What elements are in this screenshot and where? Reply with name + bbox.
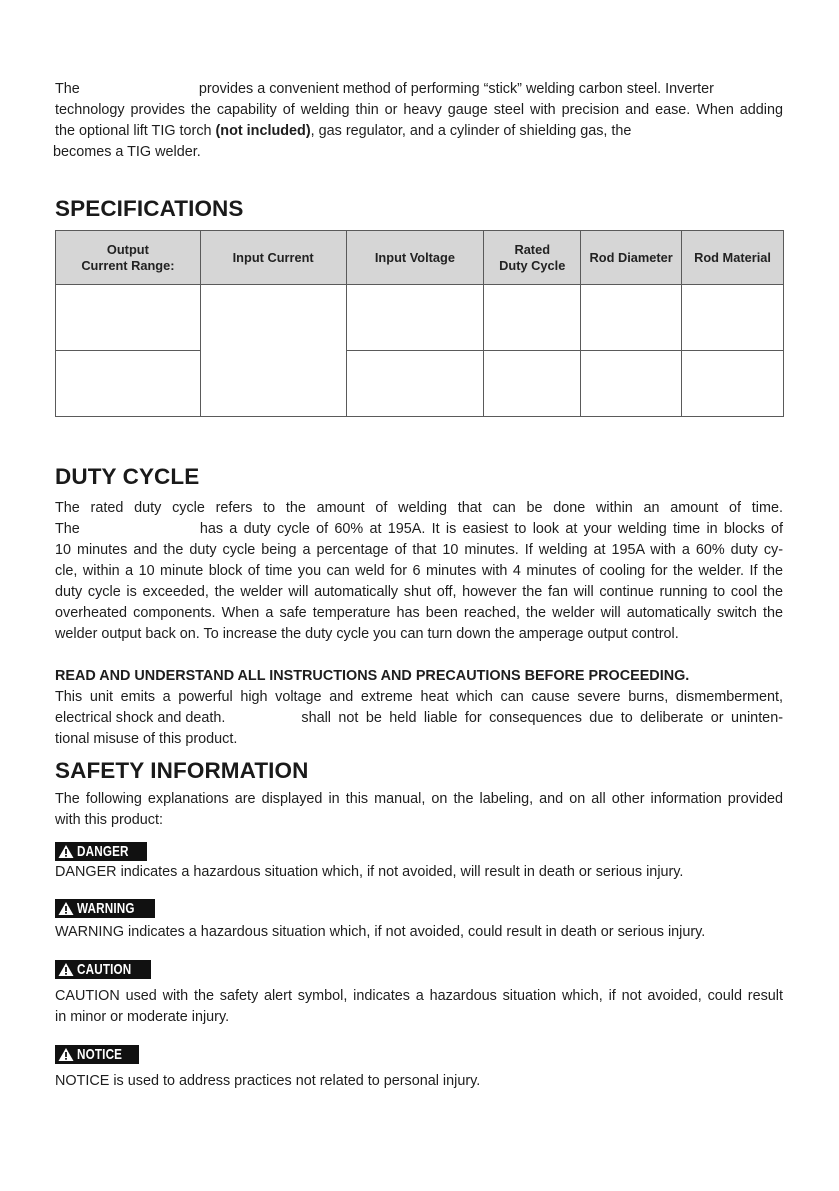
notice-badge [55, 1045, 139, 1064]
duty-cycle-text: The [55, 521, 80, 537]
caution-description: in minor or moderate injury. [55, 1009, 230, 1025]
safety-intro-line: The following explanations are displayed in this manual, on the labeling, and on all other information provided [55, 791, 783, 807]
header-input-current: Input Current [200, 231, 346, 285]
caution-description: CAUTION used with the safety alert symbol, indicates a hazardous situation which, if not avoided, could result [55, 988, 783, 1004]
redacted-company-name [225, 709, 301, 727]
table-cell [581, 285, 682, 351]
warning-text: electrical shock and death. [55, 710, 226, 726]
table-row [56, 351, 784, 417]
duty-cycle-line [55, 520, 783, 538]
intro-line-2: technology provides the capability of welding thin or heavy gauge steel with precision and ease. When adding [55, 102, 783, 118]
safety-information-heading: SAFETY INFORMATION [55, 758, 309, 783]
table-header-row [56, 231, 784, 285]
specifications-heading: SPECIFICATIONS [55, 196, 244, 221]
read-instructions-warning: READ AND UNDERSTAND ALL INSTRUCTIONS AND PRECAUTIONS BEFORE PROCEEDING. [55, 668, 690, 684]
intro-line-4: becomes a TIG welder. [53, 144, 201, 160]
table-cell [56, 351, 201, 417]
warning-triangle-icon [58, 962, 74, 977]
intro-line-1 [55, 80, 783, 98]
table-cell [484, 351, 581, 417]
caution-badge [55, 960, 151, 979]
danger-description: DANGER indicates a hazardous situation which, if not avoided, will result in death or serious injury. [55, 864, 684, 880]
warning-text: shall not be held liable for consequences due to deliberate or uninten- [301, 710, 783, 726]
duty-cycle-line: cle, within a 10 minute block of time you can weld for 6 minutes with 4 minutes of cooling for the welder. If the [55, 563, 783, 579]
table-cell [581, 351, 682, 417]
safety-intro-line: with this product: [55, 812, 163, 828]
table-cell [346, 285, 484, 351]
badge-label: CAUTION [77, 961, 132, 978]
table-row [56, 285, 784, 351]
duty-cycle-heading: DUTY CYCLE [55, 464, 200, 489]
intro-text: The [55, 81, 80, 97]
specifications-table [55, 230, 784, 417]
warning-triangle-icon [58, 1047, 74, 1062]
duty-cycle-line: 10 minutes and the duty cycle being a percentage of that 10 minutes. If welding at 195A with a 60% duty cy- [55, 542, 783, 558]
table-cell [682, 285, 784, 351]
intro-text: provides a convenient method of performing “stick” welding carbon steel. Inverter [198, 81, 714, 97]
redacted-product-name [80, 520, 200, 538]
warning-triangle-icon [58, 901, 74, 916]
badge-label: NOTICE [77, 1046, 123, 1063]
warning-triangle-icon [58, 844, 74, 859]
header-input-voltage: Input Voltage [346, 231, 484, 285]
not-included-emphasis: (not included) [215, 123, 311, 139]
intro-line-3 [55, 122, 783, 140]
warning-badge [55, 899, 155, 918]
badge-label: DANGER [77, 843, 129, 860]
table-cell [56, 285, 201, 351]
header-rod-diameter: Rod Diameter [581, 231, 682, 285]
notice-description: NOTICE is used to address practices not related to personal injury. [55, 1073, 481, 1089]
duty-cycle-line: The rated duty cycle refers to the amount of welding that can be done within an amount of time. [55, 500, 783, 516]
warning-line [55, 709, 783, 727]
table-cell [346, 351, 484, 417]
intro-text: the optional lift TIG torch [55, 123, 212, 139]
header-output-current-range: Output Current Range: [56, 231, 201, 285]
warning-description: WARNING indicates a hazardous situation which, if not avoided, could result in death or serious injury. [55, 924, 706, 940]
danger-badge [55, 842, 147, 861]
warning-line: tional misuse of this product. [55, 731, 238, 747]
intro-text: , gas regulator, and a cylinder of shielding gas, the [310, 123, 632, 139]
table-cell [682, 351, 784, 417]
warning-line: This unit emits a powerful high voltage and extreme heat which can cause severe burns, dismemberment, [55, 689, 783, 705]
table-cell [200, 285, 346, 417]
duty-cycle-text: has a duty cycle of 60% at 195A. It is easiest to look at your welding time in blocks of [199, 521, 783, 537]
header-rod-material: Rod Material [682, 231, 784, 285]
header-rated-duty-cycle: Rated Duty Cycle [484, 231, 581, 285]
table-cell [484, 285, 581, 351]
duty-cycle-line: welder output back on. To increase the duty cycle you can turn down the amperage output control. [55, 626, 679, 642]
badge-label: WARNING [77, 900, 135, 917]
duty-cycle-line: duty cycle is exceeded, the welder will automatically shut off, however the fan will continue running to cool the [55, 584, 783, 600]
duty-cycle-line: overheated components. When a safe temperature has been reached, the welder will automatically switch the [55, 605, 783, 621]
